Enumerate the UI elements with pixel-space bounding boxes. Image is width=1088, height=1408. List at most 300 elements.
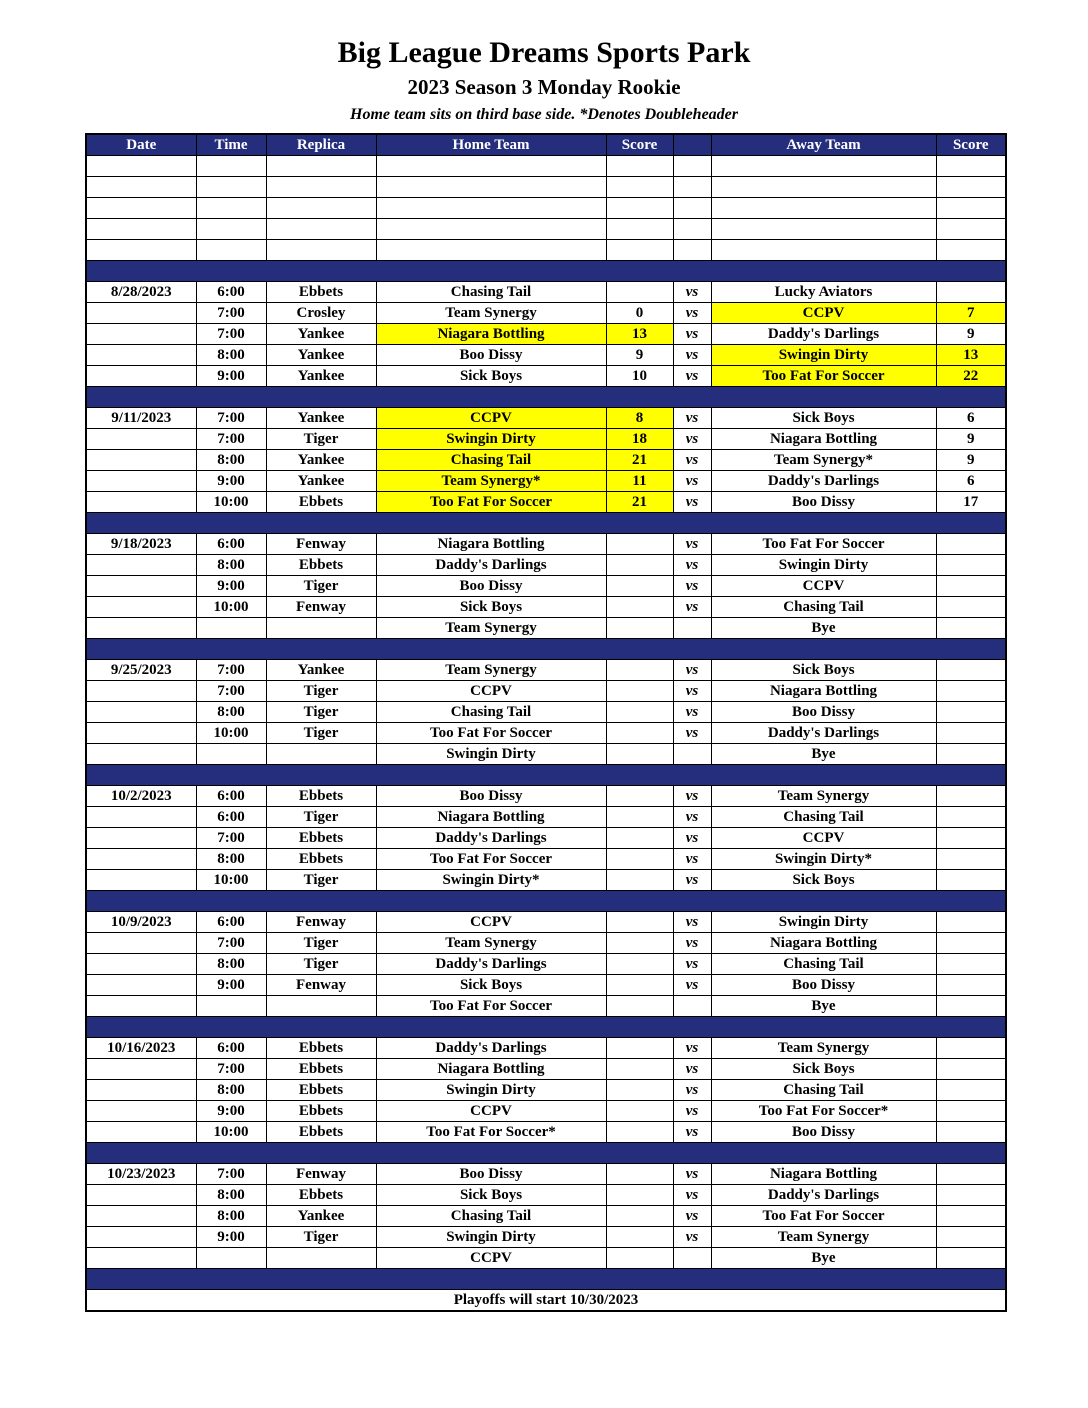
game-time: 7:00 [196,1163,266,1184]
game-replica: Yankee [266,1205,376,1226]
away-team: Bye [711,1247,936,1268]
vs-label: vs [673,596,711,617]
week-separator [86,890,1006,911]
game-row [86,1184,1006,1205]
away-score [936,806,1006,827]
game-replica: Tiger [266,722,376,743]
home-score [606,554,673,575]
away-team: Bye [711,617,936,638]
home-team: Swingin Dirty [376,743,606,764]
home-score [606,974,673,995]
empty-cell [936,197,1006,218]
away-score [936,827,1006,848]
away-team: Daddy's Darlings [711,1184,936,1205]
week-separator [86,1268,1006,1289]
empty-cell [711,239,936,260]
game-date [86,449,196,470]
vs-label: vs [673,932,711,953]
game-time: 10:00 [196,596,266,617]
away-team: Niagara Bottling [711,932,936,953]
vs-label: vs [673,491,711,512]
empty-cell [711,197,936,218]
away-team: Boo Dissy [711,491,936,512]
away-team: Chasing Tail [711,1079,936,1100]
bye-row [86,995,1006,1016]
away-team: Swingin Dirty [711,911,936,932]
game-date [86,680,196,701]
away-score: 6 [936,470,1006,491]
home-team: Team Synergy [376,617,606,638]
away-team: Swingin Dirty* [711,848,936,869]
home-team: Chasing Tail [376,281,606,302]
game-time [196,743,266,764]
schedule-header-row [86,134,1006,156]
game-date [86,848,196,869]
vs-label: vs [673,428,711,449]
game-time: 9:00 [196,470,266,491]
game-row [86,869,1006,890]
game-time: 9:00 [196,365,266,386]
game-row [86,1205,1006,1226]
home-score [606,1121,673,1142]
game-date [86,1121,196,1142]
home-team: Niagara Bottling [376,1058,606,1079]
column-header-time-1: Time [196,134,266,156]
page-note: Home team sits on third base side. *Denotes Doubleheader [350,106,738,124]
away-team: Daddy's Darlings [711,470,936,491]
away-score [936,743,1006,764]
vs-label: vs [673,722,711,743]
away-team: Niagara Bottling [711,680,936,701]
empty-cell [196,239,266,260]
game-row [86,596,1006,617]
away-score [936,1079,1006,1100]
vs-label: vs [673,1121,711,1142]
game-date [86,1079,196,1100]
footer-row [86,1289,1006,1311]
column-header-score-4: Score [606,134,673,156]
away-team: Sick Boys [711,659,936,680]
game-date [86,1205,196,1226]
away-score [936,974,1006,995]
vs-label: vs [673,533,711,554]
away-score [936,1121,1006,1142]
home-team: CCPV [376,911,606,932]
vs-label: vs [673,953,711,974]
away-team: Sick Boys [711,407,936,428]
game-date [86,491,196,512]
column-header-home-team-3: Home Team [376,134,606,156]
away-score [936,1037,1006,1058]
game-date [86,344,196,365]
vs-label: vs [673,470,711,491]
away-score [936,1205,1006,1226]
away-team: Team Synergy [711,1037,936,1058]
empty-cell [266,239,376,260]
game-time: 6:00 [196,281,266,302]
empty-cell [86,155,196,176]
home-score: 9 [606,344,673,365]
home-team: Niagara Bottling [376,323,606,344]
game-date [86,428,196,449]
game-replica: Yankee [266,470,376,491]
game-replica: Ebbets [266,281,376,302]
home-score [606,932,673,953]
empty-row [86,218,1006,239]
game-replica: Fenway [266,911,376,932]
away-score [936,722,1006,743]
game-time: 7:00 [196,428,266,449]
game-row [86,428,1006,449]
game-time: 6:00 [196,911,266,932]
home-team: Too Fat For Soccer [376,995,606,1016]
away-team: Sick Boys [711,1058,936,1079]
vs-label: vs [673,554,711,575]
vs-label: vs [673,869,711,890]
game-time: 8:00 [196,554,266,575]
home-team: Sick Boys [376,596,606,617]
away-team: CCPV [711,575,936,596]
empty-cell [673,176,711,197]
away-score [936,554,1006,575]
home-team: Boo Dissy [376,785,606,806]
game-replica: Ebbets [266,491,376,512]
away-score [936,1226,1006,1247]
home-team: Swingin Dirty* [376,869,606,890]
game-replica [266,743,376,764]
game-replica: Tiger [266,428,376,449]
game-time: 8:00 [196,848,266,869]
game-time: 10:00 [196,722,266,743]
home-score [606,1163,673,1184]
game-time: 7:00 [196,323,266,344]
away-team: CCPV [711,827,936,848]
game-date [86,1100,196,1121]
vs-label: vs [673,806,711,827]
game-replica: Tiger [266,806,376,827]
game-time: 6:00 [196,533,266,554]
week-separator-row [86,1016,1006,1037]
game-time: 9:00 [196,575,266,596]
vs-label: vs [673,1079,711,1100]
schedule-table [85,133,1007,1312]
away-team: Team Synergy* [711,449,936,470]
home-score [606,995,673,1016]
away-score [936,281,1006,302]
home-team: Team Synergy [376,659,606,680]
vs-label: vs [673,302,711,323]
vs-label: vs [673,1100,711,1121]
empty-cell [196,155,266,176]
game-date: 8/28/2023 [86,281,196,302]
home-team: Team Synergy* [376,470,606,491]
home-team: Team Synergy [376,932,606,953]
away-team: Swingin Dirty [711,554,936,575]
vs-label: vs [673,1163,711,1184]
game-row [86,785,1006,806]
game-date [86,554,196,575]
empty-cell [673,218,711,239]
away-team: Chasing Tail [711,806,936,827]
game-row [86,344,1006,365]
away-score [936,995,1006,1016]
away-team: Niagara Bottling [711,1163,936,1184]
home-score [606,1205,673,1226]
week-separator-row [86,260,1006,281]
game-date [86,974,196,995]
game-replica: Yankee [266,659,376,680]
home-team: Too Fat For Soccer* [376,1121,606,1142]
home-team: CCPV [376,1247,606,1268]
away-team: Chasing Tail [711,596,936,617]
game-replica: Fenway [266,1163,376,1184]
empty-cell [196,197,266,218]
away-score: 7 [936,302,1006,323]
game-time: 7:00 [196,407,266,428]
game-time: 6:00 [196,785,266,806]
home-score [606,659,673,680]
home-team: Swingin Dirty [376,1079,606,1100]
home-score [606,1226,673,1247]
game-row [86,974,1006,995]
home-score [606,827,673,848]
empty-cell [606,239,673,260]
bye-row [86,617,1006,638]
game-date [86,806,196,827]
game-replica: Tiger [266,1226,376,1247]
empty-row [86,176,1006,197]
home-team: Niagara Bottling [376,806,606,827]
game-replica: Fenway [266,596,376,617]
game-row [86,932,1006,953]
game-replica [266,617,376,638]
home-team: Niagara Bottling [376,533,606,554]
game-time [196,617,266,638]
home-score [606,617,673,638]
home-score [606,680,673,701]
away-score [936,911,1006,932]
game-row [86,449,1006,470]
game-row [86,407,1006,428]
vs-label: vs [673,848,711,869]
game-date: 10/16/2023 [86,1037,196,1058]
empty-row [86,239,1006,260]
game-date [86,995,196,1016]
empty-cell [376,176,606,197]
home-score [606,281,673,302]
away-team: Bye [711,995,936,1016]
away-team: Boo Dissy [711,701,936,722]
away-score [936,575,1006,596]
empty-cell [86,218,196,239]
away-team: Too Fat For Soccer [711,533,936,554]
game-row [86,806,1006,827]
home-score: 13 [606,323,673,344]
away-score: 22 [936,365,1006,386]
vs-label: vs [673,575,711,596]
away-score [936,680,1006,701]
home-score: 11 [606,470,673,491]
empty-row [86,155,1006,176]
game-replica: Yankee [266,407,376,428]
empty-cell [936,176,1006,197]
empty-cell [711,155,936,176]
away-team: Daddy's Darlings [711,722,936,743]
vs-label [673,1247,711,1268]
empty-cell [711,176,936,197]
empty-cell [376,218,606,239]
game-replica: Ebbets [266,1058,376,1079]
home-team: CCPV [376,1100,606,1121]
game-date [86,1184,196,1205]
vs-label [673,617,711,638]
game-date [86,953,196,974]
home-score [606,1184,673,1205]
away-team: Daddy's Darlings [711,323,936,344]
empty-cell [673,239,711,260]
column-header-away-team-6: Away Team [711,134,936,156]
home-score [606,806,673,827]
week-separator [86,512,1006,533]
game-replica: Tiger [266,869,376,890]
game-time: 8:00 [196,1205,266,1226]
home-team: CCPV [376,680,606,701]
away-team: Too Fat For Soccer [711,1205,936,1226]
game-time: 8:00 [196,953,266,974]
home-score [606,911,673,932]
game-time: 6:00 [196,1037,266,1058]
home-team: Daddy's Darlings [376,827,606,848]
home-team: Daddy's Darlings [376,1037,606,1058]
game-date [86,743,196,764]
home-score [606,953,673,974]
empty-cell [196,176,266,197]
game-row [86,302,1006,323]
page-title: Big League Dreams Sports Park [337,36,751,69]
vs-label: vs [673,1184,711,1205]
game-time [196,1247,266,1268]
column-header-vs-5 [673,134,711,156]
game-row [86,1058,1006,1079]
empty-cell [606,197,673,218]
game-time: 10:00 [196,869,266,890]
game-row [86,848,1006,869]
home-team: Sick Boys [376,974,606,995]
bye-row [86,743,1006,764]
game-row [86,575,1006,596]
game-time: 8:00 [196,1079,266,1100]
column-header-score-7: Score [936,134,1006,156]
home-team: Boo Dissy [376,344,606,365]
game-time: 7:00 [196,932,266,953]
game-date [86,701,196,722]
game-date: 10/2/2023 [86,785,196,806]
game-row [86,953,1006,974]
game-replica [266,1247,376,1268]
game-date [86,302,196,323]
empty-cell [606,218,673,239]
game-time: 9:00 [196,974,266,995]
game-date [86,1226,196,1247]
game-row [86,1121,1006,1142]
away-score [936,1058,1006,1079]
game-replica [266,995,376,1016]
game-row [86,1226,1006,1247]
game-row [86,1163,1006,1184]
game-date [86,617,196,638]
game-time: 9:00 [196,1100,266,1121]
empty-cell [376,197,606,218]
vs-label: vs [673,1058,711,1079]
home-team: Too Fat For Soccer [376,491,606,512]
game-replica: Crosley [266,302,376,323]
home-score [606,1037,673,1058]
home-score: 21 [606,491,673,512]
away-team: Too Fat For Soccer [711,365,936,386]
game-replica: Ebbets [266,1184,376,1205]
vs-label [673,995,711,1016]
game-time: 8:00 [196,701,266,722]
home-score [606,722,673,743]
game-replica: Tiger [266,701,376,722]
week-separator-row [86,1268,1006,1289]
vs-label: vs [673,323,711,344]
game-replica: Ebbets [266,848,376,869]
game-replica: Ebbets [266,554,376,575]
empty-cell [673,197,711,218]
bye-row [86,1247,1006,1268]
empty-cell [711,218,936,239]
week-separator-row [86,1142,1006,1163]
vs-label: vs [673,1205,711,1226]
game-time: 7:00 [196,1058,266,1079]
column-header-date-0: Date [86,134,196,156]
empty-cell [606,176,673,197]
home-team: Swingin Dirty [376,428,606,449]
home-team: Boo Dissy [376,575,606,596]
away-score [936,617,1006,638]
game-row [86,281,1006,302]
game-date: 9/11/2023 [86,407,196,428]
week-separator [86,1142,1006,1163]
home-team: Daddy's Darlings [376,554,606,575]
home-team: Boo Dissy [376,1163,606,1184]
week-separator [86,764,1006,785]
vs-label: vs [673,701,711,722]
away-team: Too Fat For Soccer* [711,1100,936,1121]
week-separator [86,638,1006,659]
away-score [936,1163,1006,1184]
away-team: Sick Boys [711,869,936,890]
home-team: Swingin Dirty [376,1226,606,1247]
game-date [86,722,196,743]
game-replica: Ebbets [266,1037,376,1058]
empty-cell [86,176,196,197]
away-team: Lucky Aviators [711,281,936,302]
game-row [86,1037,1006,1058]
game-row [86,1079,1006,1100]
home-score [606,848,673,869]
game-date: 10/9/2023 [86,911,196,932]
empty-cell [936,239,1006,260]
home-score: 18 [606,428,673,449]
away-score: 9 [936,428,1006,449]
game-row [86,659,1006,680]
game-replica: Tiger [266,680,376,701]
away-score: 17 [936,491,1006,512]
away-team: CCPV [711,302,936,323]
game-replica: Yankee [266,449,376,470]
